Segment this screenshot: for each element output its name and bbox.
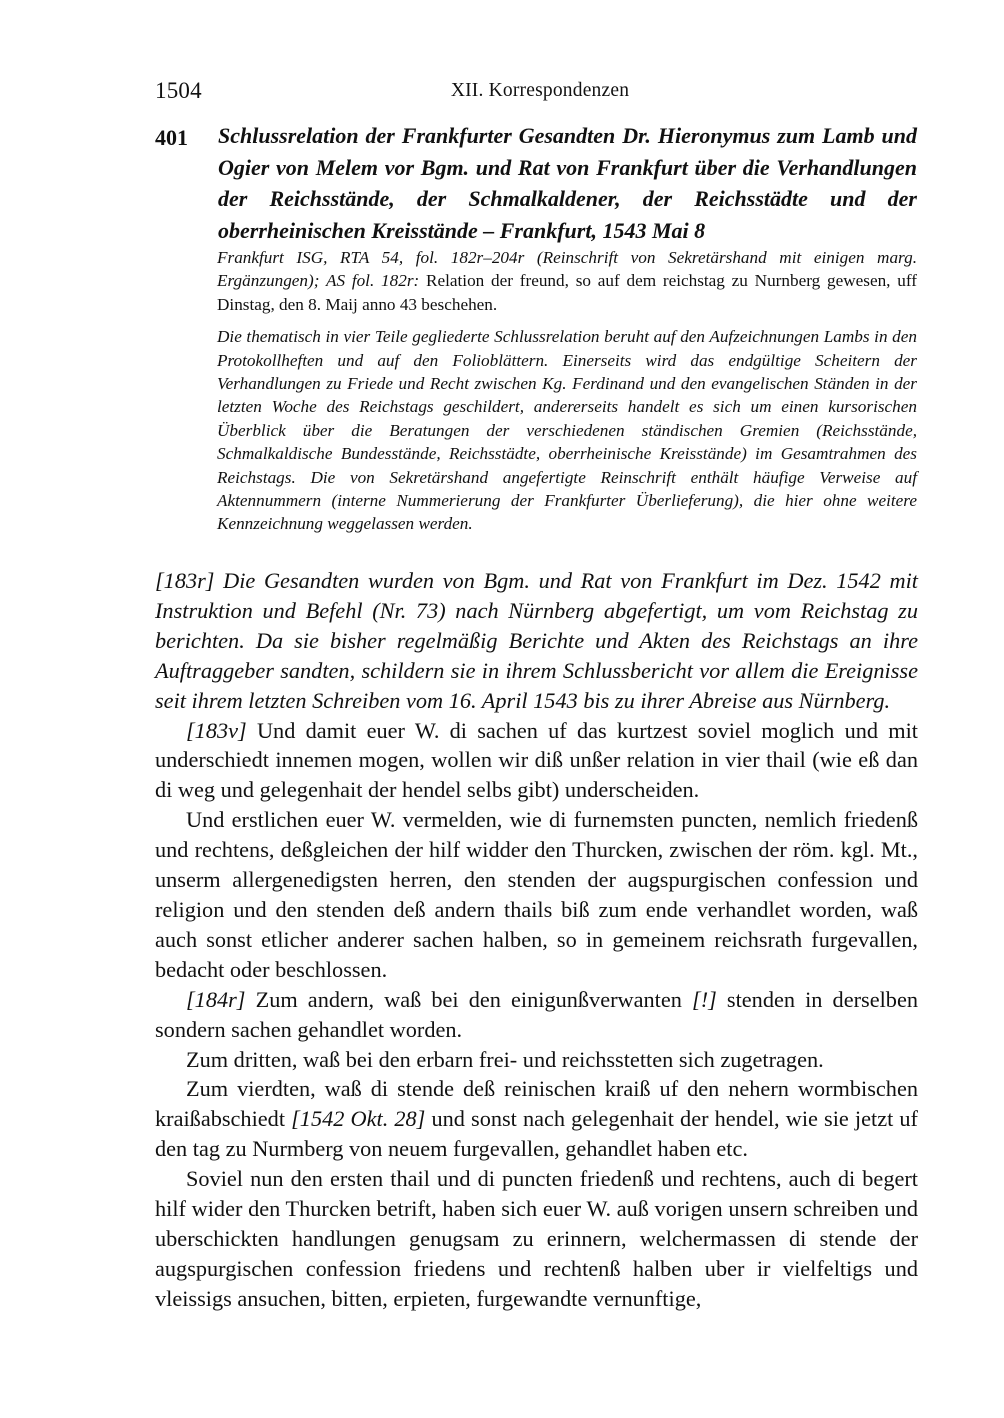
body-paragraph (155, 716, 918, 806)
apparatus-block (217, 246, 917, 536)
page-number: 1504 (155, 78, 202, 103)
document-number: 401 (155, 125, 188, 150)
regest-text: Die thematisch in vier Teile gegliederte Schlussrelation beruht auf den Aufzeichnungen Lambs in den Protokollheften und auf den Folioblättern. Einerseits wird das endgültige Scheitern der Verhandlungen zu Friede und Recht zwischen Kg. Ferdinand und den evangelischen Ständen in der letzten Woche des Reichstags geschildert, andererseits handelt es sich um einen kursorischen Überblick über die Beratungen der verschiedenen ständischen Gremien (Reichsstände, Schmalkaldische Bundesstände, Reichsstädte, oberrheinische Kreisstände) im Gesamtrahmen des Reichstags. Die von Sekretärshand angefertigte Reinschrift enthält häufige Verweise auf Aktennummern (interne Nummerierung der Frankfurter Überlieferung), die hier ohne weitere Kennzeichnung weggelassen werden. (217, 327, 917, 534)
source-archival-reference: Frankfurt ISG, RTA 54, fol. 182r–204r (Reinschrift von Sekretärshand mit einigen marg. Ergänzungen); AS fol. 182r: (217, 248, 917, 291)
source-citation (217, 246, 917, 316)
body-paragraph (155, 1164, 918, 1314)
text-run: und sonst nach gelegenhait der hendel, wie sie jetzt uf den tag zu Nurmberg von neuem furgevallen, gehandlet haben etc. (155, 1106, 918, 1162)
running-head (155, 76, 917, 106)
body-paragraph (155, 566, 918, 716)
text-run: [183r] (155, 568, 215, 593)
text-run: Die Gesandten wurden von Bgm. und Rat von Frankfurt im Dez. 1542 mit Instruktion und Befehl (Nr. 73) nach Nürnberg abgefertigt, um vom Reichstag zu berichten. Da sie bisher regelmäßig Berichte und Akten des Reichstags an ihre Auftraggeber sandten, schildern sie in ihrem Schlussbericht vor allem die Ereignisse seit ihrem letzten Schreiben vom 16. April 1543 bis zu ihrer Abreise aus Nürnberg. (155, 568, 918, 713)
body-paragraph (155, 805, 918, 984)
body-text (155, 566, 918, 1314)
body-paragraph (155, 1074, 918, 1164)
text-run: stenden in derselben sondern sachen gehandlet worden. (155, 986, 918, 1042)
folio-marker: [!] (692, 986, 717, 1012)
text-run: Und erstlichen euer W. vermelden, wie di furnemsten puncten, nemlich friedenß und rechtens, deßgleichen der hilf widder den Thurcken, zwischen der röm. kgl. Mt., unserm allergenedigsten herren, den stenden der augspurgischen confession und religion und den stenden deß andern thails biß zum ende verhandlet worden, waß auch sonst etlicher anderer sachen halben, so in gemeinem reichsrath furgevallen, bedacht oder beschlossen. (155, 807, 918, 982)
document-heading (155, 120, 917, 246)
folio-marker: [184r] (186, 986, 246, 1012)
running-head-title: XII. Korrespondenzen (450, 80, 630, 101)
text-run: Zum vierdten, waß di stende deß reinischen kraiß uf den nehern wormbischen kraißabschiedt (155, 1076, 918, 1132)
folio-marker: [183v] (186, 717, 247, 743)
source-incipit: Relation der freund, so auf dem reichstag zu Nurnberg gewesen, uff Dinstag, den 8. Maij anno 43 beschehen. (217, 271, 917, 314)
text-run: Zum dritten, waß bei den erbarn frei- und reichsstetten sich zugetragen. (186, 1046, 824, 1072)
text-run: Und damit euer W. di sachen uf das kurtzest soviel moglich und mit underschiedt innemen mogen, wollen wir diß unßer relation in vier thail (wie eß dan di weg und gelegenhait der hendel selbs gibt) underscheiden. (155, 717, 918, 803)
body-paragraph (155, 1045, 918, 1075)
body-paragraph (155, 985, 918, 1045)
text-run: Soviel nun den ersten thail und di puncten friedenß und rechtens, auch di begert hilf wider den Thurcken betrift, haben sich euer W. auß vorigen unsern schreiben und uberschickten handlungen genugsam zu erinnern, welchermassen di stende der augspurgischen confession friedens und rechtenß halben uber ir vielfeltigs und vleissigs ansuchen, bitten, erpieten, furgewandte vernunftige, (155, 1166, 918, 1311)
folio-marker: [1542 Okt. 28] (291, 1106, 426, 1132)
text-run: Zum andern, waß bei den einigunßverwanten (245, 986, 693, 1012)
document-title: Schlussrelation der Frankfurter Gesandten Dr. Hieronymus zum Lamb und Ogier von Melem vor Bgm. und Rat von Frankfurt über die Verhandlungen der Reichsstände, der Schmalkaldener, der Reichsstädte und der oberrheinischen Kreisstände – Frankfurt, 1543 Mai 8 (218, 123, 917, 243)
